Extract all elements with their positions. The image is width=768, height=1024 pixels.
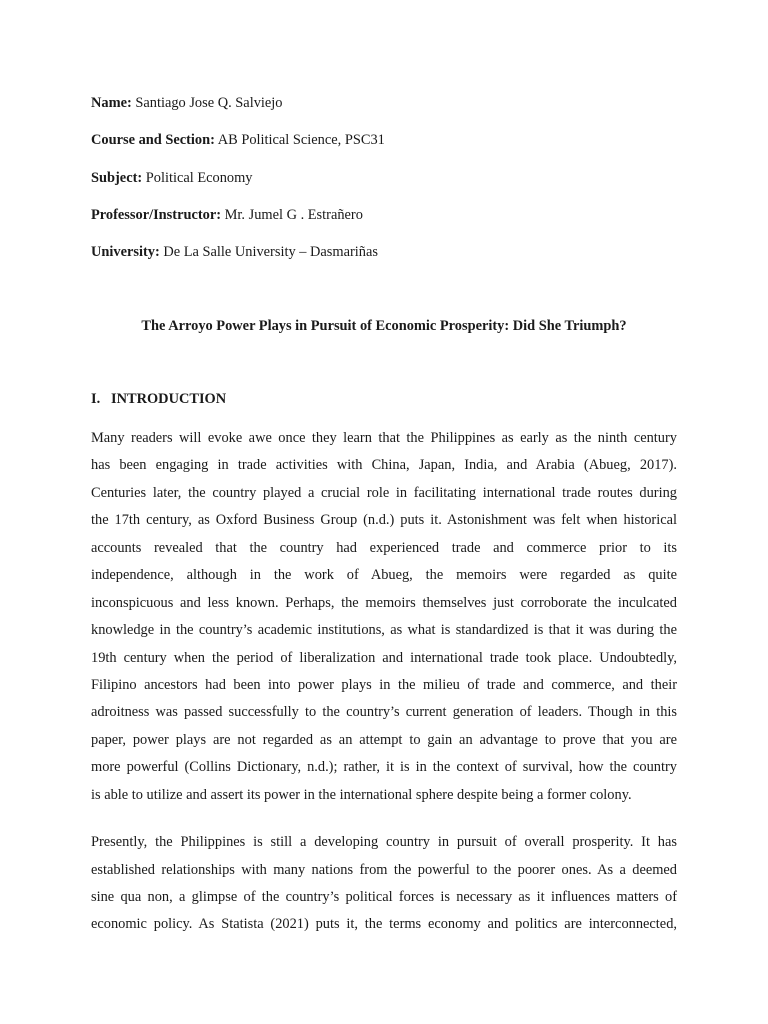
text-line: knowledge in the country’s academic institutions, as what is standardized is that it was during the — [91, 622, 677, 639]
paragraph-2 — [91, 829, 677, 939]
paper-title: The Arroyo Power Plays in Pursuit of Economic Prosperity: Did She Triumph? — [141, 318, 627, 334]
section-number: I. — [91, 391, 101, 407]
text-line: accounts revealed that the country had experienced trade and commerce prior to its — [91, 539, 677, 556]
text-line: independence, although in the work of Abueg, the memoirs were regarded as quite — [91, 567, 677, 584]
text-line: economic policy. As Statista (2021) puts it, the terms economy and politics are interconnected, — [91, 916, 677, 933]
text-line: is able to utilize and assert its power in the international sphere despite being a former colony. — [91, 786, 632, 803]
text-line: Presently, the Philippines is still a developing country in pursuit of overall prosperity. It has — [91, 834, 677, 851]
course-row — [91, 131, 385, 150]
subject-row — [91, 169, 385, 188]
text-line: 19th century when the period of liberalization and international trade took place. Undoubtedly, — [91, 649, 677, 666]
text-line: the 17th century, as Oxford Business Group (n.d.) puts it. Astonishment was felt when historical — [91, 512, 677, 529]
university-row — [91, 243, 385, 262]
student-info-block — [91, 94, 385, 280]
section-title: INTRODUCTION — [111, 391, 227, 407]
paragraph-gap — [91, 809, 677, 829]
subject-label: Subject: — [91, 169, 143, 186]
name-value: Santiago Jose Q. Salviejo — [135, 95, 283, 111]
professor-label: Professor/Instructor: — [91, 206, 222, 223]
text-line: Many readers will evoke awe once they learn that the Philippines as early as the ninth century — [91, 430, 677, 446]
text-line: sine qua non, a glimpse of the country’s political forces is necessary as it influences matters of — [91, 889, 677, 905]
university-label: University: — [91, 244, 160, 261]
paragraph-1 — [91, 425, 677, 809]
university-value: De La Salle University – Dasmariñas — [163, 244, 378, 261]
text-line: Centuries later, the country played a crucial role in facilitating international trade routes during — [91, 484, 677, 501]
body-text — [91, 425, 677, 939]
name-label: Name: — [91, 95, 132, 111]
section-heading — [91, 390, 226, 409]
text-line: more powerful (Collins Dictionary, n.d.); rather, it is in the context of survival, how the country — [91, 759, 677, 776]
text-line: paper, power plays are not regarded as an attempt to gain an advantage to prove that you are — [91, 731, 677, 748]
text-line: adroitness was passed successfully to the country’s current generation of leaders. Though in this — [91, 704, 677, 721]
subject-value: Political Economy — [145, 169, 253, 186]
text-line: has been engaging in trade activities with China, Japan, India, and Arabia (Abueg, 2017). — [91, 457, 677, 474]
professor-value: Mr. Jumel G . Estrañero — [224, 206, 363, 223]
course-label: Course and Section: — [91, 132, 215, 149]
professor-row — [91, 206, 385, 225]
text-line: Filipino ancestors had been into power plays in the milieu of trade and commerce, and their — [91, 676, 677, 693]
course-value: AB Political Science, PSC31 — [217, 132, 385, 149]
name-row — [91, 94, 385, 113]
text-line: inconspicuous and less known. Perhaps, the memoirs themselves just corroborate the inculcated — [91, 594, 677, 611]
text-line: established relationships with many nations from the powerful to the poorer ones. As a deemed — [91, 861, 677, 878]
